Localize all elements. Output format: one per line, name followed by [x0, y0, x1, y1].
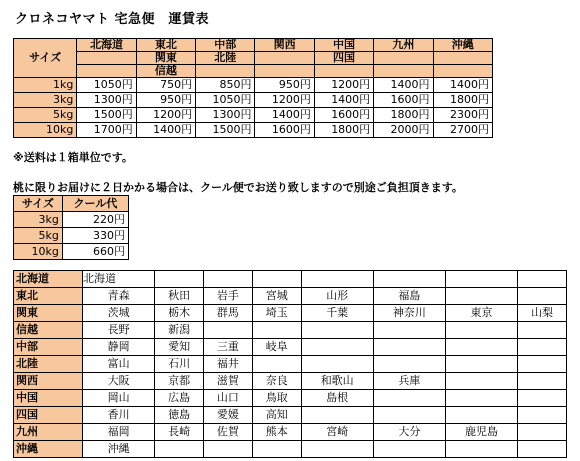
prefecture-cell: 滋賀: [203, 373, 252, 390]
prefecture-cell: [445, 271, 517, 288]
prefecture-cell: 福岡: [83, 424, 155, 441]
price-cell: 1600円: [374, 93, 433, 108]
prefecture-cell: [301, 339, 373, 356]
price-cell: 1800円: [374, 108, 433, 123]
price-cell: 1050円: [77, 78, 136, 93]
prefecture-cell: 奈良: [252, 373, 301, 390]
prefecture-cell: 鹿児島: [445, 424, 517, 441]
prefecture-cell: [373, 441, 445, 458]
page-title: クロネコヤマト 宅急便 運賃表: [15, 12, 210, 27]
prefecture-cell: 岩手: [203, 288, 252, 305]
cool-fee-table: [13, 195, 129, 260]
prefecture-cell: 熊本: [252, 424, 301, 441]
prefecture-cell: 大阪: [83, 373, 155, 390]
rate-row: [14, 78, 493, 93]
price-cell: 1050円: [196, 93, 255, 108]
prefecture-cell: [445, 339, 517, 356]
price-cell: 750円: [136, 78, 195, 93]
prefecture-cell: [445, 373, 517, 390]
price-cell: 1500円: [196, 123, 255, 138]
prefecture-cell: 山口: [203, 390, 252, 407]
prefecture-cell: [155, 271, 204, 288]
prefecture-cell: 京都: [155, 373, 204, 390]
prefecture-cell: 福井: [203, 356, 252, 373]
price-cell: 2000円: [374, 123, 433, 138]
prefecture-cell: [301, 322, 373, 339]
prefecture-row: [14, 373, 567, 390]
price-cell: 950円: [136, 93, 195, 108]
region-header: 信越: [136, 65, 195, 78]
prefecture-cell: [445, 407, 517, 424]
rate-table: [13, 38, 493, 138]
region-header: 四国: [314, 52, 373, 65]
size-cell: 1kg: [14, 78, 77, 93]
region-cell: 九州: [14, 424, 83, 441]
prefecture-cell: [203, 441, 252, 458]
size-cell: 5kg: [14, 108, 77, 123]
region-cell: 北海道: [14, 271, 83, 288]
prefecture-cell: [203, 271, 252, 288]
prefecture-cell: 長崎: [155, 424, 204, 441]
prefecture-cell: 千葉: [301, 305, 373, 322]
prefecture-cell: [518, 339, 567, 356]
prefecture-cell: [445, 390, 517, 407]
rate-row: [14, 93, 493, 108]
cool-size-cell: 10kg: [14, 244, 63, 260]
region-cell: 信越: [14, 322, 83, 339]
prefecture-cell: 和歌山: [301, 373, 373, 390]
rate-header-row: [14, 39, 493, 52]
prefecture-cell: [518, 390, 567, 407]
prefecture-row: [14, 407, 567, 424]
prefecture-cell: 山形: [301, 288, 373, 305]
prefecture-cell: 島根: [301, 390, 373, 407]
prefecture-cell: [252, 441, 301, 458]
prefecture-row: [14, 441, 567, 458]
prefecture-cell: [373, 356, 445, 373]
region-cell: 関東: [14, 305, 83, 322]
price-cell: 2700円: [433, 123, 492, 138]
region-cell: 四国: [14, 407, 83, 424]
prefecture-cell: 富山: [83, 356, 155, 373]
cool-header-row: [14, 196, 129, 212]
price-cell: 1400円: [255, 108, 314, 123]
price-cell: 850円: [196, 78, 255, 93]
region-header: [374, 65, 433, 78]
prefecture-cell: [518, 356, 567, 373]
prefecture-cell: [373, 322, 445, 339]
price-cell: 1300円: [196, 108, 255, 123]
rate-header-row: [14, 65, 493, 78]
price-cell: 1600円: [314, 108, 373, 123]
prefecture-cell: 東京: [445, 305, 517, 322]
prefecture-row: [14, 271, 567, 288]
region-header: 北陸: [196, 52, 255, 65]
cool-header-cell: クール代: [62, 196, 128, 212]
cool-fee-cell: 660円: [62, 244, 128, 260]
prefecture-cell: [373, 390, 445, 407]
price-cell: 950円: [255, 78, 314, 93]
region-header: 九州: [374, 39, 433, 52]
rate-row: [14, 123, 493, 138]
region-header: [77, 65, 136, 78]
prefecture-cell: [518, 373, 567, 390]
prefecture-cell: 群馬: [203, 305, 252, 322]
prefecture-row: [14, 339, 567, 356]
prefecture-cell: 高知: [252, 407, 301, 424]
prefecture-cell: [518, 407, 567, 424]
prefecture-cell: 広島: [155, 390, 204, 407]
prefecture-row: [14, 356, 567, 373]
prefecture-cell: 栃木: [155, 305, 204, 322]
prefecture-cell: [445, 322, 517, 339]
region-header: [374, 52, 433, 65]
price-cell: 1400円: [136, 123, 195, 138]
prefecture-cell: [518, 271, 567, 288]
region-header: 関西: [255, 39, 314, 52]
prefecture-cell: [252, 322, 301, 339]
prefecture-cell: 愛知: [155, 339, 204, 356]
price-cell: 1800円: [314, 123, 373, 138]
prefecture-cell: [518, 322, 567, 339]
prefecture-cell: 徳島: [155, 407, 204, 424]
prefecture-cell: [518, 288, 567, 305]
prefecture-cell: 茨城: [83, 305, 155, 322]
region-header: [314, 65, 373, 78]
prefecture-cell: [445, 288, 517, 305]
region-cell: 中国: [14, 390, 83, 407]
region-header: 沖縄: [433, 39, 492, 52]
prefecture-cell: 鳥取: [252, 390, 301, 407]
prefecture-cell: [301, 441, 373, 458]
prefecture-cell: [252, 356, 301, 373]
prefecture-cell: [445, 441, 517, 458]
rate-row: [14, 108, 493, 123]
prefecture-row: [14, 390, 567, 407]
region-header: 北海道: [77, 39, 136, 52]
region-cell: 北陸: [14, 356, 83, 373]
prefecture-cell: 愛媛: [203, 407, 252, 424]
cool-row: [14, 212, 129, 228]
prefecture-row: [14, 322, 567, 339]
prefecture-cell: [373, 407, 445, 424]
region-cell: 中部: [14, 339, 83, 356]
prefecture-cell: 青森: [83, 288, 155, 305]
prefecture-cell: [252, 271, 301, 288]
prefecture-cell: [301, 356, 373, 373]
cool-fee-cell: 330円: [62, 228, 128, 244]
price-cell: 1400円: [374, 78, 433, 93]
prefecture-cell: 埼玉: [252, 305, 301, 322]
prefecture-cell: [301, 407, 373, 424]
region-header: [433, 65, 492, 78]
region-header: 関東: [136, 52, 195, 65]
rate-header-row: [14, 52, 493, 65]
price-cell: 1600円: [255, 123, 314, 138]
prefecture-cell: [518, 441, 567, 458]
prefecture-cell: 北海道: [83, 271, 155, 288]
region-header: [77, 52, 136, 65]
prefecture-cell: 静岡: [83, 339, 155, 356]
size-header: サイズ: [14, 39, 77, 78]
region-header: [433, 52, 492, 65]
size-cell: 10kg: [14, 123, 77, 138]
prefecture-cell: [301, 271, 373, 288]
price-cell: 1200円: [314, 78, 373, 93]
size-cell: 3kg: [14, 93, 77, 108]
prefecture-cell: [373, 271, 445, 288]
region-cell: 関西: [14, 373, 83, 390]
region-header: 中国: [314, 39, 373, 52]
cool-fee-cell: 220円: [62, 212, 128, 228]
price-cell: 1400円: [433, 78, 492, 93]
prefecture-cell: [373, 339, 445, 356]
cool-size-cell: 5kg: [14, 228, 63, 244]
prefecture-cell: 兵庫: [373, 373, 445, 390]
peach-cool-notice: 桃に限りお届けに２日かかる場合は、クール便でお送り致しますので別途ご負担頂きます。: [13, 181, 463, 194]
prefecture-cell: 沖縄: [83, 441, 155, 458]
prefecture-cell: 山梨: [518, 305, 567, 322]
prefecture-cell: 福島: [373, 288, 445, 305]
region-cell: 沖縄: [14, 441, 83, 458]
cool-row: [14, 244, 129, 260]
prefecture-row: [14, 288, 567, 305]
price-cell: 1200円: [255, 93, 314, 108]
prefecture-cell: 新潟: [155, 322, 204, 339]
prefecture-region-table: [13, 270, 567, 458]
region-header: [255, 65, 314, 78]
price-cell: 1300円: [77, 93, 136, 108]
region-cell: 東北: [14, 288, 83, 305]
prefecture-cell: 香川: [83, 407, 155, 424]
prefecture-cell: 岡山: [83, 390, 155, 407]
price-cell: 1500円: [77, 108, 136, 123]
cool-header-cell: サイズ: [14, 196, 63, 212]
prefecture-cell: 三重: [203, 339, 252, 356]
prefecture-cell: 宮城: [252, 288, 301, 305]
region-header: [255, 52, 314, 65]
prefecture-cell: [155, 441, 204, 458]
region-header: 中部: [196, 39, 255, 52]
price-cell: 1700円: [77, 123, 136, 138]
prefecture-cell: 石川: [155, 356, 204, 373]
region-header: 東北: [136, 39, 195, 52]
price-cell: 1800円: [433, 93, 492, 108]
prefecture-row: [14, 424, 567, 441]
prefecture-cell: 長野: [83, 322, 155, 339]
prefecture-cell: [445, 356, 517, 373]
prefecture-cell: 神奈川: [373, 305, 445, 322]
price-cell: 1200円: [136, 108, 195, 123]
prefecture-cell: 佐賀: [203, 424, 252, 441]
region-header: [196, 65, 255, 78]
prefecture-row: [14, 305, 567, 322]
price-cell: 1400円: [314, 93, 373, 108]
prefecture-cell: 大分: [373, 424, 445, 441]
shipping-note: ※送料は１箱単位です。: [13, 151, 133, 164]
prefecture-cell: 宮崎: [301, 424, 373, 441]
cool-size-cell: 3kg: [14, 212, 63, 228]
prefecture-cell: [518, 424, 567, 441]
price-cell: 2300円: [433, 108, 492, 123]
prefecture-cell: 秋田: [155, 288, 204, 305]
prefecture-cell: [203, 322, 252, 339]
prefecture-cell: 岐阜: [252, 339, 301, 356]
cool-row: [14, 228, 129, 244]
